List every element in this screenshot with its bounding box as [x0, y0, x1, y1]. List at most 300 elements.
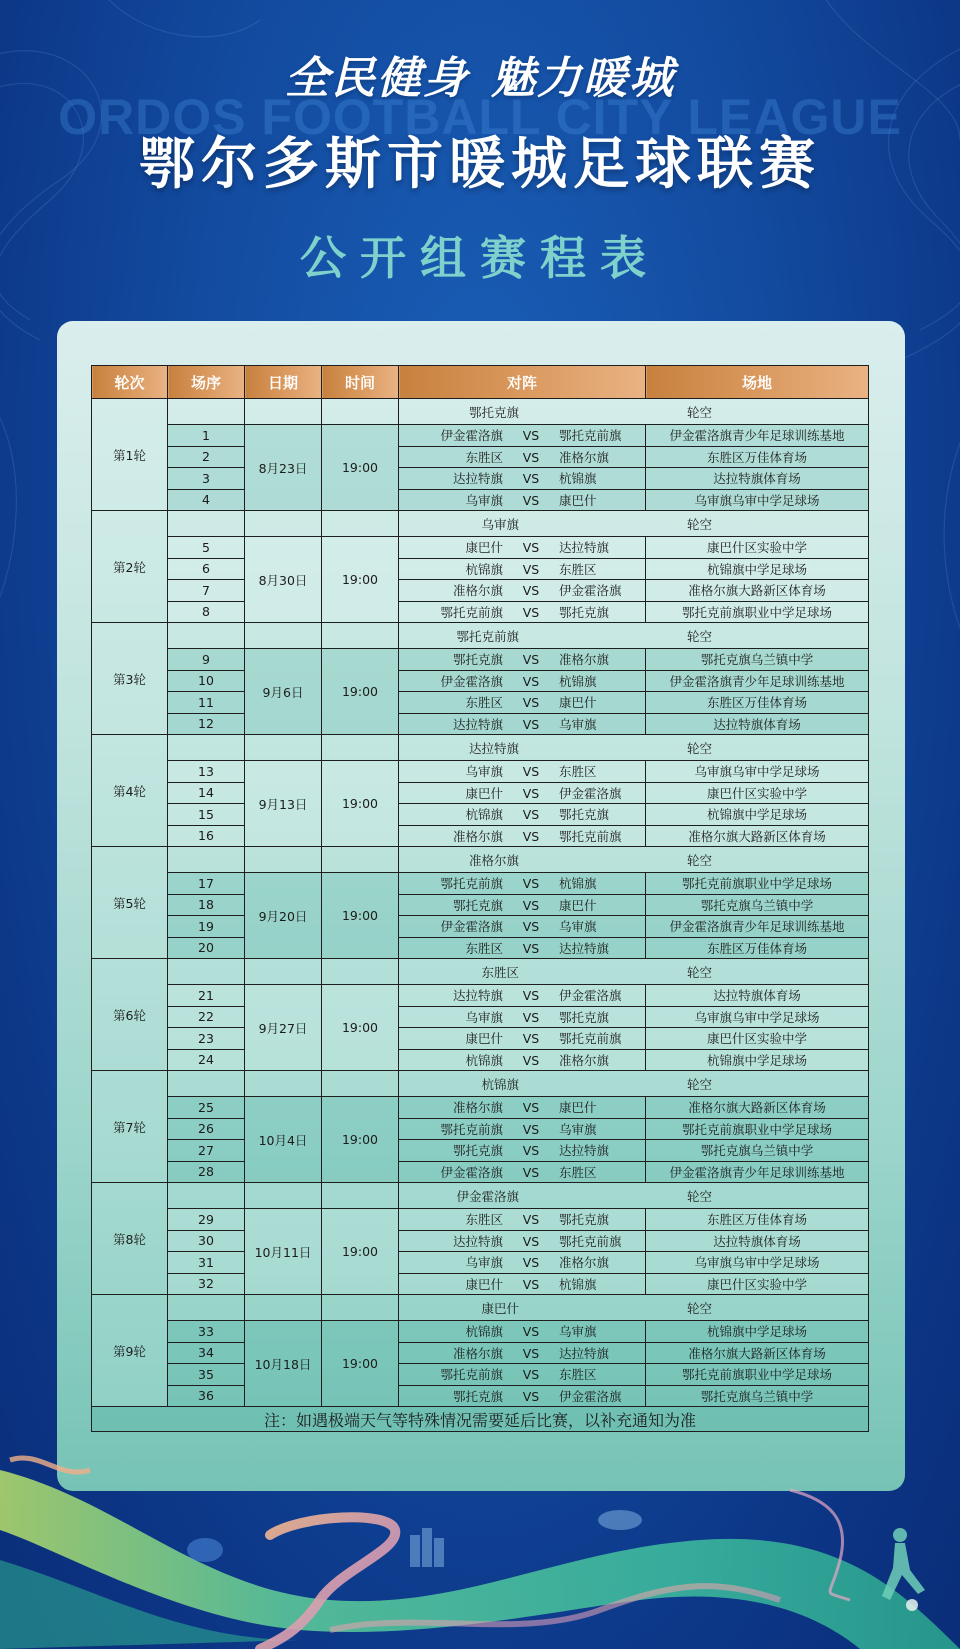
round-label: 第2轮: [92, 511, 168, 623]
home-team: 乌审旗: [465, 1009, 503, 1025]
venue: 杭锦旗中学足球场: [646, 804, 869, 826]
fixture-cell: [399, 1364, 646, 1386]
match-number: 31: [168, 1252, 245, 1274]
away-team: 准格尔旗: [559, 1052, 610, 1068]
match-row: [92, 985, 869, 1007]
match-time: 19:00: [322, 649, 399, 735]
vs-label: VS: [522, 695, 540, 711]
away-team: 东胜区: [559, 1164, 597, 1180]
round-block: [92, 847, 869, 959]
match-time: 19:00: [322, 873, 399, 959]
match-row: [92, 1364, 869, 1386]
bye-label: 轮空: [687, 404, 713, 420]
venue: 东胜区万佳体育场: [646, 937, 869, 959]
vs-label: VS: [522, 919, 540, 935]
fixture-cell: [399, 804, 646, 826]
away-team: 准格尔旗: [559, 1255, 610, 1271]
empty-cell: [168, 399, 245, 425]
away-team: 东胜区: [559, 764, 597, 780]
round-block: [92, 511, 869, 623]
away-team: 伊金霍洛旗: [559, 1388, 622, 1404]
match-number: 28: [168, 1161, 245, 1183]
match-number: 26: [168, 1118, 245, 1140]
empty-cell: [322, 847, 399, 873]
bye-label: 轮空: [687, 740, 713, 756]
match-number: 22: [168, 1006, 245, 1028]
away-team: 康巴什: [559, 695, 597, 711]
away-team: 杭锦旗: [559, 876, 597, 892]
league-english-watermark: ORDOS FOOTBALL CITY LEAGUE: [58, 89, 902, 145]
venue: 康巴什区实验中学: [646, 1273, 869, 1295]
home-team: 鄂托克前旗: [440, 876, 503, 892]
venue: 杭锦旗中学足球场: [646, 558, 869, 580]
match-row: [92, 782, 869, 804]
bye-cell: [399, 399, 869, 425]
away-team: 鄂托克旗: [559, 1009, 610, 1025]
home-team: 达拉特旗: [452, 1233, 503, 1249]
away-team: 东胜区: [559, 561, 597, 577]
vs-label: VS: [522, 1164, 540, 1180]
fixture-cell: [399, 916, 646, 938]
match-time: 19:00: [322, 425, 399, 511]
home-team: 东胜区: [465, 695, 503, 711]
match-row: [92, 916, 869, 938]
vs-label: VS: [522, 1388, 540, 1404]
away-team: 鄂托克旗: [559, 604, 610, 620]
match-row: [92, 1209, 869, 1231]
home-team: 杭锦旗: [465, 807, 503, 823]
venue: 达拉特旗体育场: [646, 713, 869, 735]
match-date: 8月30日: [245, 537, 322, 623]
home-team: 达拉特旗: [452, 988, 503, 1004]
match-number: 25: [168, 1097, 245, 1119]
vs-label: VS: [522, 471, 540, 487]
bye-cell: [399, 623, 869, 649]
fixture-cell: [399, 761, 646, 783]
match-number: 15: [168, 804, 245, 826]
match-row: [92, 1230, 869, 1252]
venue: 乌审旗乌审中学足球场: [646, 1006, 869, 1028]
empty-cell: [245, 623, 322, 649]
round-block: [92, 959, 869, 1071]
bye-row: [92, 735, 869, 761]
empty-cell: [245, 735, 322, 761]
home-team: 杭锦旗: [465, 1052, 503, 1068]
match-row: [92, 601, 869, 623]
bye-label: 轮空: [687, 1300, 713, 1316]
away-team: 杭锦旗: [559, 673, 597, 689]
empty-cell: [322, 1183, 399, 1209]
match-number: 29: [168, 1209, 245, 1231]
venue: 伊金霍洛旗青少年足球训练基地: [646, 916, 869, 938]
match-number: 2: [168, 446, 245, 468]
bye-label: 轮空: [687, 1188, 713, 1204]
fixture-cell: [399, 649, 646, 671]
away-team: 鄂托克旗: [559, 807, 610, 823]
away-team: 达拉特旗: [559, 540, 610, 556]
match-number: 21: [168, 985, 245, 1007]
empty-cell: [168, 847, 245, 873]
match-row: [92, 537, 869, 559]
match-row: [92, 804, 869, 826]
home-team: 康巴什: [465, 1276, 503, 1292]
venue: 伊金霍洛旗青少年足球训练基地: [646, 670, 869, 692]
fixture-cell: [399, 1118, 646, 1140]
home-team: 杭锦旗: [465, 561, 503, 577]
fixture-cell: [399, 1006, 646, 1028]
round-label: 第3轮: [92, 623, 168, 735]
venue: 康巴什区实验中学: [646, 782, 869, 804]
home-team: 乌审旗: [465, 1255, 503, 1271]
bye-label: 轮空: [687, 628, 713, 644]
bye-label: 轮空: [687, 1076, 713, 1092]
match-number: 6: [168, 558, 245, 580]
venue: 伊金霍洛旗青少年足球训练基地: [646, 1161, 869, 1183]
bye-team: 杭锦旗: [481, 1076, 519, 1092]
footer-decoration: [0, 1440, 960, 1649]
fixture-cell: [399, 937, 646, 959]
venue: 准格尔旗大路新区体育场: [646, 825, 869, 847]
bye-row: [92, 623, 869, 649]
empty-cell: [168, 735, 245, 761]
bye-label: 轮空: [687, 964, 713, 980]
match-row: [92, 670, 869, 692]
match-time: 19:00: [322, 1321, 399, 1407]
empty-cell: [245, 959, 322, 985]
home-team: 康巴什: [465, 540, 503, 556]
home-team: 准格尔旗: [452, 1345, 503, 1361]
away-team: 康巴什: [559, 492, 597, 508]
match-number: 17: [168, 873, 245, 895]
fixture-cell: [399, 985, 646, 1007]
match-number: 4: [168, 489, 245, 511]
bye-row: [92, 847, 869, 873]
fixture-cell: [399, 1097, 646, 1119]
fixture-cell: [399, 1342, 646, 1364]
vs-label: VS: [522, 561, 540, 577]
venue: 鄂托克旗乌兰镇中学: [646, 649, 869, 671]
bye-cell: [399, 735, 869, 761]
column-header-match-no: 场序: [168, 366, 245, 399]
match-number: 9: [168, 649, 245, 671]
vs-label: VS: [522, 828, 540, 844]
match-row: [92, 1140, 869, 1162]
bye-cell: [399, 511, 869, 537]
vs-label: VS: [522, 1143, 540, 1159]
home-team: 鄂托克前旗: [440, 604, 503, 620]
match-number: 20: [168, 937, 245, 959]
venue: 乌审旗乌审中学足球场: [646, 489, 869, 511]
bye-label: 轮空: [687, 516, 713, 532]
fixture-cell: [399, 489, 646, 511]
match-date: 10月18日: [245, 1321, 322, 1407]
away-team: 鄂托克旗: [559, 1212, 610, 1228]
fixture-cell: [399, 692, 646, 714]
empty-cell: [245, 847, 322, 873]
bye-cell: [399, 959, 869, 985]
round-block: [92, 623, 869, 735]
venue: 东胜区万佳体育场: [646, 1209, 869, 1231]
match-row: [92, 713, 869, 735]
slogan: [0, 42, 960, 106]
venue: 准格尔旗大路新区体育场: [646, 1097, 869, 1119]
bye-cell: [399, 1183, 869, 1209]
note-block: [92, 1407, 869, 1432]
away-team: 乌审旗: [559, 716, 597, 732]
vs-label: VS: [522, 988, 540, 1004]
match-time: 19:00: [322, 537, 399, 623]
match-number: 3: [168, 468, 245, 490]
away-team: 鄂托克前旗: [559, 1031, 622, 1047]
venue: 鄂托克旗乌兰镇中学: [646, 894, 869, 916]
match-row: [92, 1028, 869, 1050]
away-team: 杭锦旗: [559, 1276, 597, 1292]
round-label: 第7轮: [92, 1071, 168, 1183]
match-date: 9月20日: [245, 873, 322, 959]
match-row: [92, 937, 869, 959]
round-label: 第5轮: [92, 847, 168, 959]
match-number: 27: [168, 1140, 245, 1162]
empty-cell: [322, 1295, 399, 1321]
venue: 鄂托克前旗职业中学足球场: [646, 873, 869, 895]
home-team: 鄂托克旗: [452, 1143, 503, 1159]
match-number: 1: [168, 425, 245, 447]
fixture-cell: [399, 825, 646, 847]
round-label: 第4轮: [92, 735, 168, 847]
match-row: [92, 1049, 869, 1071]
bye-row: [92, 399, 869, 425]
fixture-cell: [399, 1273, 646, 1295]
slogan-left: 全民健身: [285, 53, 469, 104]
match-row: [92, 825, 869, 847]
match-date: 10月4日: [245, 1097, 322, 1183]
home-team: 鄂托克前旗: [440, 1367, 503, 1383]
match-number: 35: [168, 1364, 245, 1386]
away-team: 伊金霍洛旗: [559, 785, 622, 801]
schedule-note: 注：如遇极端天气等特殊情况需要延后比赛，以补充通知为准: [92, 1407, 869, 1432]
away-team: 杭锦旗: [559, 471, 597, 487]
vs-label: VS: [522, 716, 540, 732]
fixture-cell: [399, 1161, 646, 1183]
venue: 东胜区万佳体育场: [646, 446, 869, 468]
slogan-right: 魅力暖城: [491, 53, 675, 104]
match-number: 23: [168, 1028, 245, 1050]
vs-label: VS: [522, 449, 540, 465]
bye-team: 伊金霍洛旗: [456, 1188, 519, 1204]
empty-cell: [322, 959, 399, 985]
match-row: [92, 1321, 869, 1343]
away-team: 乌审旗: [559, 919, 597, 935]
home-team: 鄂托克旗: [452, 1388, 503, 1404]
empty-cell: [245, 1183, 322, 1209]
vs-label: VS: [522, 1100, 540, 1116]
away-team: 乌审旗: [559, 1324, 597, 1340]
bye-team: 达拉特旗: [468, 740, 519, 756]
home-team: 准格尔旗: [452, 828, 503, 844]
match-row: [92, 761, 869, 783]
vs-label: VS: [522, 1255, 540, 1271]
fixture-cell: [399, 580, 646, 602]
home-team: 康巴什: [465, 1031, 503, 1047]
match-row: [92, 873, 869, 895]
match-row: [92, 1097, 869, 1119]
venue: 鄂托克旗乌兰镇中学: [646, 1140, 869, 1162]
venue: 杭锦旗中学足球场: [646, 1321, 869, 1343]
vs-label: VS: [522, 1233, 540, 1249]
match-number: 32: [168, 1273, 245, 1295]
home-team: 康巴什: [465, 785, 503, 801]
venue: 准格尔旗大路新区体育场: [646, 580, 869, 602]
vs-label: VS: [522, 428, 540, 444]
match-row: [92, 425, 869, 447]
empty-cell: [168, 959, 245, 985]
column-header-round: 轮次: [92, 366, 168, 399]
vs-label: VS: [522, 652, 540, 668]
column-header-date: 日期: [245, 366, 322, 399]
vs-label: VS: [522, 807, 540, 823]
match-row: [92, 1006, 869, 1028]
home-team: 准格尔旗: [452, 1100, 503, 1116]
fixture-cell: [399, 537, 646, 559]
home-team: 鄂托克旗: [452, 897, 503, 913]
home-team: 准格尔旗: [452, 583, 503, 599]
empty-cell: [245, 1071, 322, 1097]
fixture-cell: [399, 446, 646, 468]
match-number: 18: [168, 894, 245, 916]
away-team: 康巴什: [559, 1100, 597, 1116]
match-number: 33: [168, 1321, 245, 1343]
bye-cell: [399, 1071, 869, 1097]
fixture-cell: [399, 1209, 646, 1231]
home-team: 达拉特旗: [452, 471, 503, 487]
table-header-row: [92, 366, 869, 399]
match-number: 12: [168, 713, 245, 735]
fixture-cell: [399, 782, 646, 804]
fixture-cell: [399, 1321, 646, 1343]
away-team: 东胜区: [559, 1367, 597, 1383]
away-team: 伊金霍洛旗: [559, 583, 622, 599]
fixture-cell: [399, 873, 646, 895]
vs-label: VS: [522, 1052, 540, 1068]
away-team: 康巴什: [559, 897, 597, 913]
vs-label: VS: [522, 673, 540, 689]
bye-row: [92, 1295, 869, 1321]
match-number: 10: [168, 670, 245, 692]
schedule-table: [91, 365, 869, 1432]
bye-team: 鄂托克前旗: [456, 628, 519, 644]
empty-cell: [322, 511, 399, 537]
bye-cell: [399, 1295, 869, 1321]
venue: 康巴什区实验中学: [646, 1028, 869, 1050]
home-team: 东胜区: [465, 940, 503, 956]
venue: 达拉特旗体育场: [646, 468, 869, 490]
page-subtitle: 公开组赛程表: [300, 231, 660, 285]
match-row: [92, 649, 869, 671]
match-number: 30: [168, 1230, 245, 1252]
empty-cell: [245, 1295, 322, 1321]
vs-label: VS: [522, 1324, 540, 1340]
bye-team: 东胜区: [481, 964, 519, 980]
home-team: 乌审旗: [465, 492, 503, 508]
fixture-cell: [399, 425, 646, 447]
empty-cell: [168, 511, 245, 537]
venue: 东胜区万佳体育场: [646, 692, 869, 714]
match-date: 9月13日: [245, 761, 322, 847]
page-title: 鄂尔多斯市暖城足球联赛: [139, 132, 821, 197]
away-team: 鄂托克前旗: [559, 428, 622, 444]
venue: 鄂托克前旗职业中学足球场: [646, 601, 869, 623]
match-row: [92, 558, 869, 580]
fixture-cell: [399, 468, 646, 490]
match-number: 14: [168, 782, 245, 804]
match-row: [92, 1342, 869, 1364]
match-number: 5: [168, 537, 245, 559]
match-number: 16: [168, 825, 245, 847]
match-number: 36: [168, 1385, 245, 1407]
vs-label: VS: [522, 764, 540, 780]
fixture-cell: [399, 1385, 646, 1407]
fixture-cell: [399, 670, 646, 692]
home-team: 鄂托克前旗: [440, 1121, 503, 1137]
vs-label: VS: [522, 604, 540, 620]
fixture-cell: [399, 1140, 646, 1162]
round-block: [92, 399, 869, 511]
bye-team: 鄂托克旗: [468, 404, 519, 420]
vs-label: VS: [522, 492, 540, 508]
bye-cell: [399, 847, 869, 873]
match-row: [92, 446, 869, 468]
match-row: [92, 692, 869, 714]
empty-cell: [168, 1071, 245, 1097]
empty-cell: [322, 399, 399, 425]
match-number: 34: [168, 1342, 245, 1364]
bye-team: 乌审旗: [481, 516, 519, 532]
match-row: [92, 1252, 869, 1274]
match-row: [92, 580, 869, 602]
match-time: 19:00: [322, 985, 399, 1071]
venue: 乌审旗乌审中学足球场: [646, 1252, 869, 1274]
venue: 准格尔旗大路新区体育场: [646, 1342, 869, 1364]
round-block: [92, 1183, 869, 1295]
fixture-cell: [399, 601, 646, 623]
fixture-cell: [399, 1028, 646, 1050]
empty-cell: [168, 623, 245, 649]
vs-label: VS: [522, 940, 540, 956]
home-team: 乌审旗: [465, 764, 503, 780]
match-date: 9月27日: [245, 985, 322, 1071]
column-header-fixture: 对阵: [399, 366, 646, 399]
home-team: 杭锦旗: [465, 1324, 503, 1340]
venue: 康巴什区实验中学: [646, 537, 869, 559]
venue: 杭锦旗中学足球场: [646, 1049, 869, 1071]
empty-cell: [168, 1295, 245, 1321]
vs-label: VS: [522, 1031, 540, 1047]
venue: 鄂托克旗乌兰镇中学: [646, 1385, 869, 1407]
away-team: 乌审旗: [559, 1121, 597, 1137]
fixture-cell: [399, 558, 646, 580]
bye-row: [92, 1071, 869, 1097]
match-date: 8月23日: [245, 425, 322, 511]
round-block: [92, 1071, 869, 1183]
match-time: 19:00: [322, 1097, 399, 1183]
match-row: [92, 1161, 869, 1183]
round-label: 第8轮: [92, 1183, 168, 1295]
empty-cell: [322, 1071, 399, 1097]
match-time: 19:00: [322, 761, 399, 847]
home-team: 伊金霍洛旗: [440, 919, 503, 935]
away-team: 鄂托克前旗: [559, 1233, 622, 1249]
vs-label: VS: [522, 785, 540, 801]
